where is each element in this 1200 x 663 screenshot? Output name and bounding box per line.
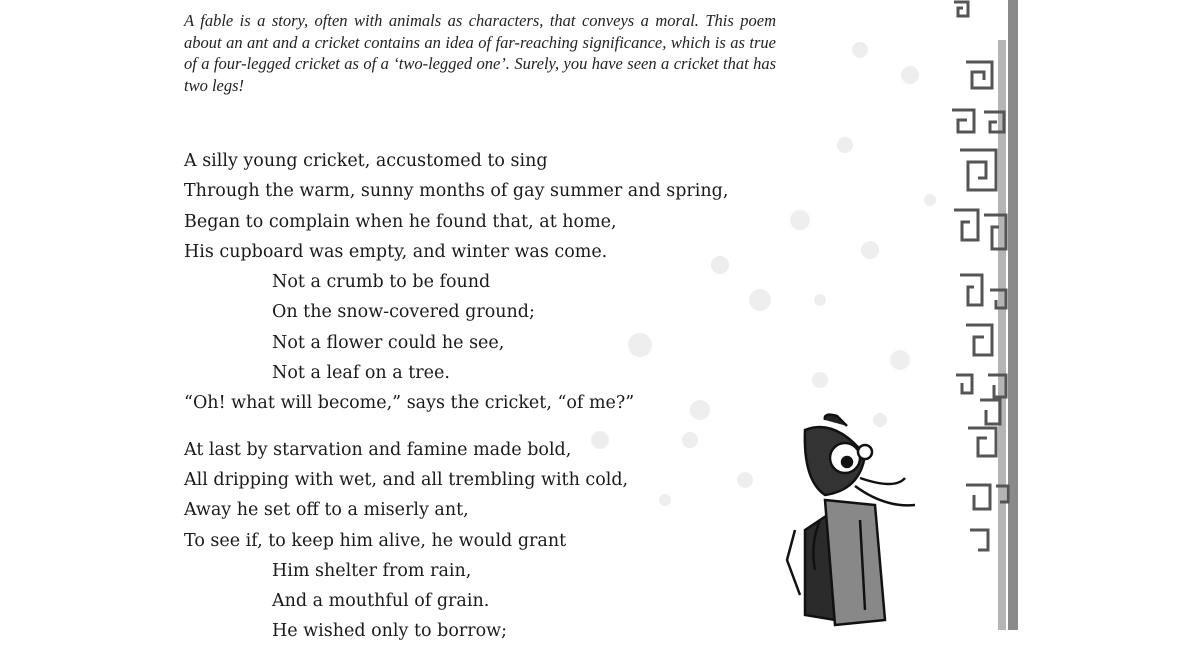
poem-line: All dripping with wet, and all trembling with cold, — [184, 469, 629, 490]
poem-line: On the snow-covered ground; — [272, 302, 535, 323]
intro-paragraph: A fable is a story, often with animals as characters, that conveys a moral. This poem about an ant and a cricket contains an idea of far-reaching significance, which is as true of a four-legged cricket as of a ‘two-legged one’. Surely, you have seen a cricket that has two legs! — [184, 11, 776, 95]
poem-line: To see if, to keep him alive, he would grant — [184, 530, 567, 551]
poem-line: Away he set off to a miserly ant, — [184, 500, 469, 521]
poem-line: Not a flower could he see, — [272, 332, 505, 353]
cricket-illustration — [765, 410, 940, 630]
poem-line: And a mouthful of grain. — [272, 591, 490, 612]
poem-line: Not a leaf on a tree. — [272, 363, 450, 384]
stanza-2 — [184, 435, 804, 647]
spiral-border-decoration — [940, 0, 1026, 630]
poem-line: “Oh! what will become,” says the cricket, “of me?” — [184, 393, 635, 414]
poem-line: Him shelter from rain, — [272, 560, 472, 581]
poem-line: He wished only to borrow; — [272, 621, 507, 642]
poem-line: A silly young cricket, accustomed to sing — [184, 151, 548, 171]
poem-line: His cupboard was empty, and winter was come. — [184, 241, 608, 262]
poem-line: At last by starvation and famine made bold, — [184, 439, 572, 460]
stanza-1 — [184, 146, 804, 419]
poem-line: Through the warm, sunny months of gay summer and spring, — [184, 181, 729, 202]
poem-line: Began to complain when he found that, at home, — [184, 211, 617, 232]
poem — [184, 146, 804, 663]
poem-line: Not a crumb to be found — [272, 272, 491, 293]
